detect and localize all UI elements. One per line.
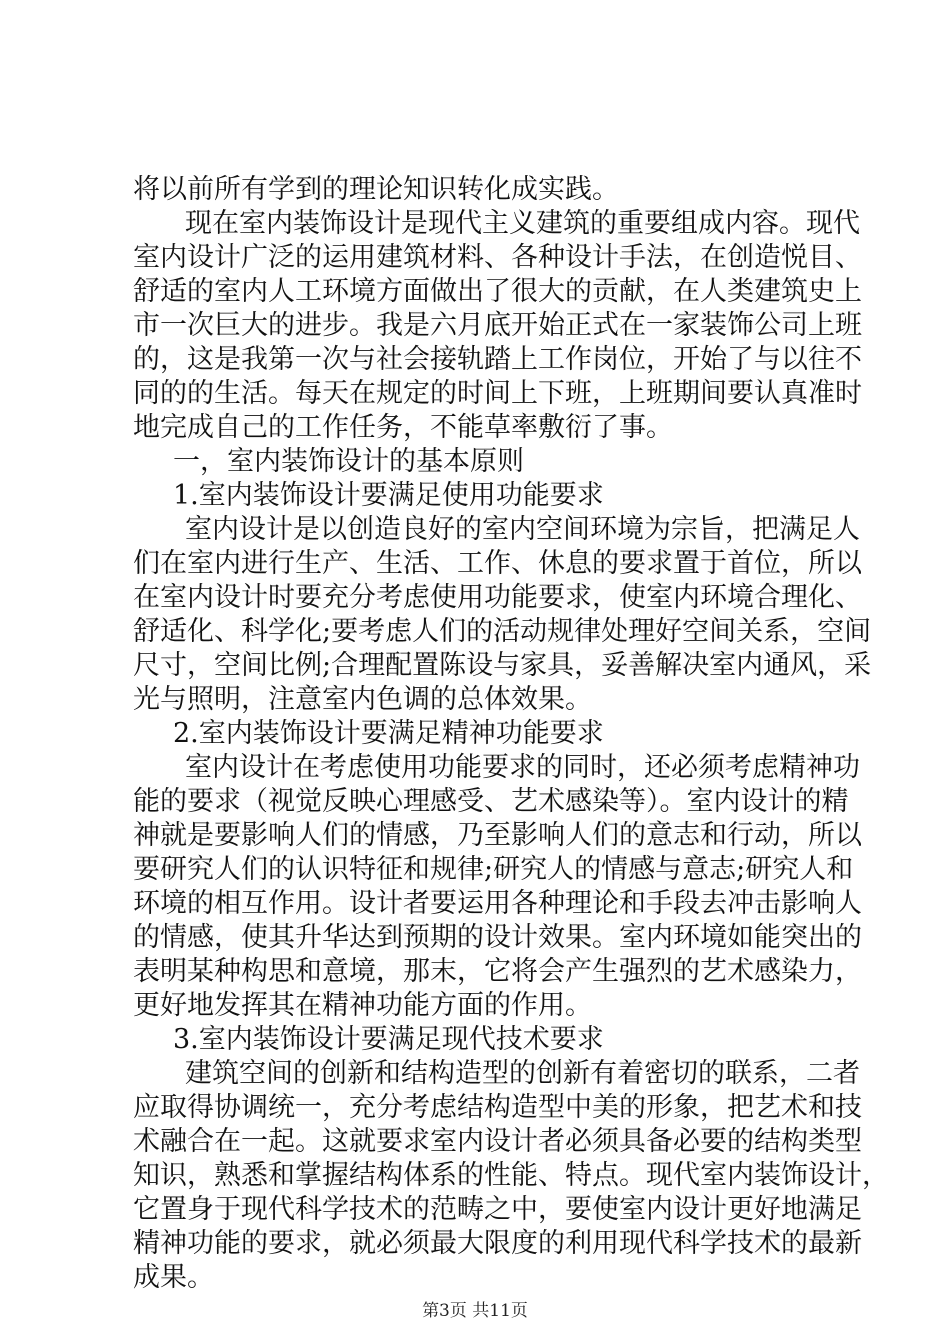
text-line: 成果。: [133, 1262, 214, 1293]
text-line: 更好地发挥其在精神功能方面的作用。: [133, 990, 592, 1021]
text-line: 环境的相互作用。设计者要运用各种理论和手段去冲击影响人: [133, 888, 862, 919]
text-line: 同的的生活。每天在规定的时间上下班，上班期间要认真准时: [133, 378, 862, 409]
text-line: 们在室内进行生产、生活、工作、休息的要求置于首位，所以: [133, 548, 862, 579]
text-line: 精神功能的要求，就必须最大限度的利用现代科学技术的最新: [133, 1228, 862, 1259]
text-line: 在室内设计时要充分考虑使用功能要求，使室内环境合理化、: [133, 582, 862, 613]
page-number-footer: 第3页 共11页: [422, 1301, 528, 1321]
text-line: 神就是要影响人们的情感，乃至影响人们的意志和行动，所以: [133, 820, 862, 851]
text-line: 舒适的室内人工环境方面做出了很大的贡献，在人类建筑史上: [133, 276, 862, 307]
section-heading: 一，室内装饰设计的基本原则: [173, 446, 524, 477]
paragraph-first-line: 室内设计是以创造良好的室内空间环境为宗旨，把满足人: [185, 514, 860, 545]
text-line: 地完成自己的工作任务，不能草率敷衍了事。: [133, 412, 673, 443]
subsection-heading: 2.室内装饰设计要满足精神功能要求: [173, 718, 604, 749]
text-line: 尺寸，空间比例;合理配置陈设与家具，妥善解决室内通风，采: [133, 650, 872, 681]
text-line: 室内设计广泛的运用建筑材料、各种设计手法，在创造悦目、: [133, 242, 862, 273]
paragraph-first-line: 现在室内装饰设计是现代主义建筑的重要组成内容。现代: [185, 208, 860, 239]
text-line: 它置身于现代科学技术的范畴之中，要使室内设计更好地满足: [133, 1194, 862, 1225]
text-line: 舒适化、科学化;要考虑人们的活动规律处理好空间关系，空间: [133, 616, 872, 647]
text-line: 要研究人们的认识特征和规律;研究人的情感与意志;研究人和: [133, 854, 854, 885]
text-line: 的情感，使其升华达到预期的设计效果。室内环境如能突出的: [133, 922, 862, 953]
text-line: 能的要求（视觉反映心理感受、艺术感染等）。室内设计的精: [133, 786, 849, 817]
paragraph-first-line: 建筑空间的创新和结构造型的创新有着密切的联系，二者: [185, 1058, 860, 1089]
subsection-heading: 3.室内装饰设计要满足现代技术要求: [173, 1024, 604, 1055]
text-line: 表明某种构思和意境，那末，它将会产生强烈的艺术感染力，: [133, 956, 862, 987]
text-line: 光与照明，注意室内色调的总体效果。: [133, 684, 592, 715]
text-line: 的，这是我第一次与社会接轨踏上工作岗位，开始了与以往不: [133, 344, 862, 375]
text-line: 将以前所有学到的理论知识转化成实践。: [133, 174, 619, 205]
text-line: 应取得协调统一，充分考虑结构造型中美的形象，把艺术和技: [133, 1092, 862, 1123]
text-line: 知识，熟悉和掌握结构体系的性能、特点。现代室内装饰设计，: [133, 1160, 889, 1191]
subsection-heading: 1.室内装饰设计要满足使用功能要求: [173, 480, 604, 511]
text-line: 市一次巨大的进步。我是六月底开始正式在一家装饰公司上班: [133, 310, 862, 341]
paragraph-first-line: 室内设计在考虑使用功能要求的同时，还必须考虑精神功: [185, 752, 860, 783]
text-line: 术融合在一起。这就要求室内设计者必须具备必要的结构类型: [133, 1126, 862, 1157]
